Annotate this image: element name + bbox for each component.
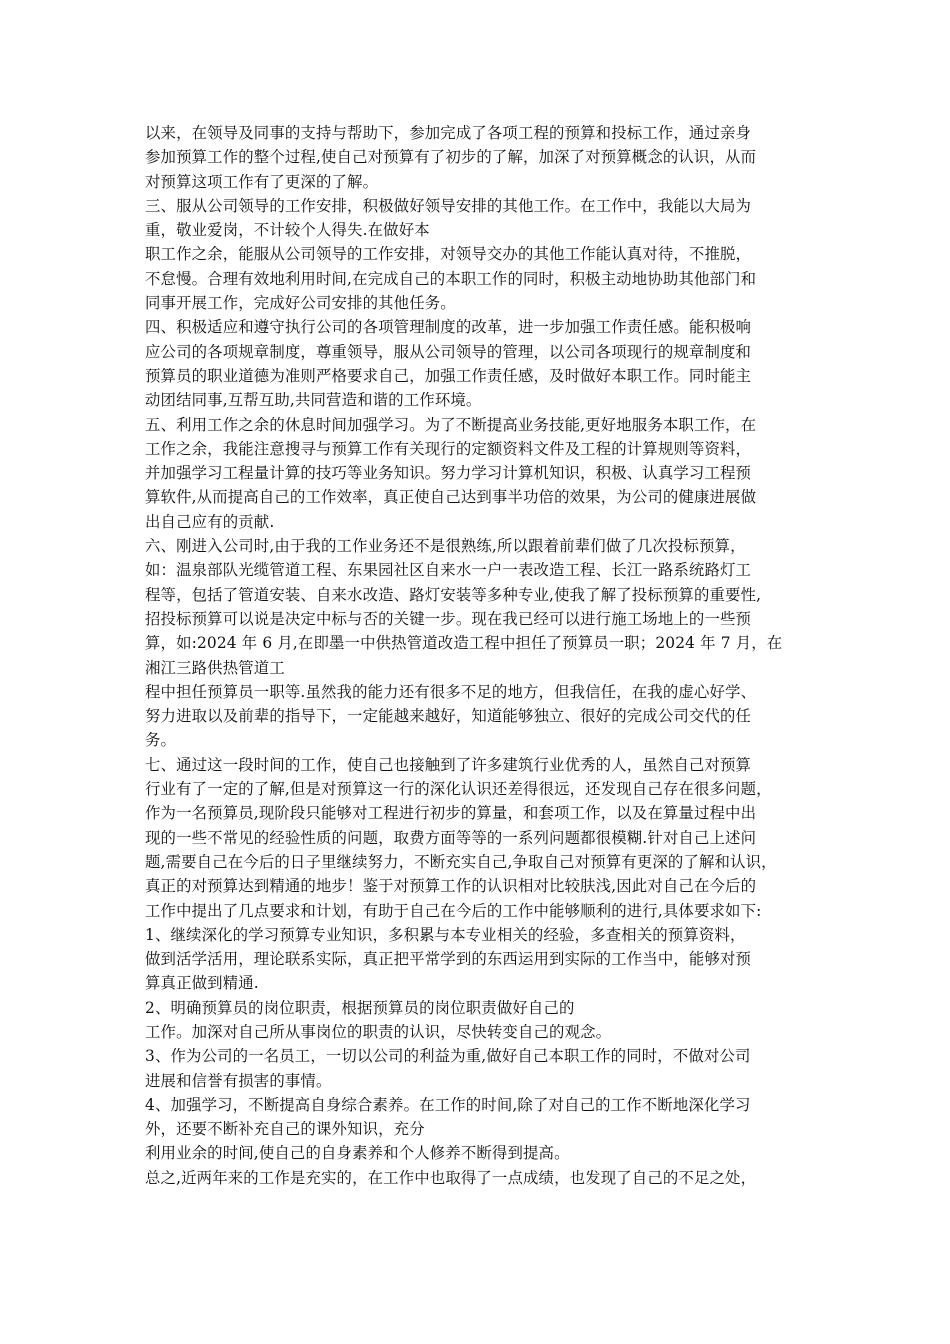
text-line: 外，还要不断补充自己的课外知识，充分 bbox=[145, 1120, 425, 1139]
text-line: 并加强学习工程量计算的技巧等业务知识。努力学习计算机知识，积极、认真学习工程预 bbox=[145, 464, 752, 483]
text-line: 3、作为公司的一名员工，一切以公司的利益为重,做好自己本职工作的同时，不做对公司 bbox=[145, 1047, 751, 1066]
text-line: 对预算这项工作有了更深的了解。 bbox=[145, 172, 379, 191]
text-line: 工作之余，我能注意搜寻与预算工作有关现行的定额资料文件及工程的计算规则等资料， bbox=[145, 439, 752, 458]
text-line: 利用业余的时间,使自己的自身素养和个人修养不断得到提高。 bbox=[145, 1144, 570, 1163]
text-line: 4、加强学习，不断提高自身综合素养。在工作的时间,除了对自己的工作不断地深化学习 bbox=[145, 1095, 751, 1114]
text-line: 作为一名预算员,现阶段只能够对工程进行初步的算量，和套项工作，以及在算量过程中出 bbox=[145, 804, 757, 823]
text-line: 做到活学活用，理论联系实际，真正把平常学到的东西运用到实际的工作当中，能够对预 bbox=[145, 950, 752, 969]
text-line: 工作。加深对自己所从事岗位的职责的认识，尽快转变自己的观念。 bbox=[145, 1022, 612, 1041]
text-line: 五、利用工作之余的休息时间加强学习。为了不断提高业务技能,更好地服务本职工作，在 bbox=[145, 415, 757, 434]
text-line: 应公司的各项规章制度，尊重领导，服从公司领导的管理，以公司各项现行的规章制度和 bbox=[145, 342, 752, 361]
text-line: 1、继续深化的学习预算专业知识，多积累与本专业相关的经验，多查相关的预算资料， bbox=[145, 925, 746, 944]
text-line: 工作中提出了几点要求和计划，有助于自己在今后的工作中能够顺利的进行,具体要求如下: bbox=[145, 901, 762, 920]
text-line: 总之,近两年来的工作是充实的，在工作中也取得了一点成绩，也发现了自己的不足之处， bbox=[145, 1168, 757, 1187]
text-line: 不怠慢。合理有效地利用时间,在完成自己的本职工作的同时，积极主动地协助其他部门和 bbox=[145, 269, 757, 288]
text-line: 出自己应有的贡献. bbox=[145, 512, 275, 531]
text-line: 行业有了一定的了解,但是对预算这一行的深化认识还差得很远，还发现自己存在很多问题， bbox=[145, 780, 772, 799]
text-line: 以来，在领导及同事的支持与帮助下，参加完成了各项工程的预算和投标工作，通过亲身 bbox=[145, 124, 752, 142]
text-line: 务。 bbox=[145, 731, 177, 750]
text-line: 四、积极适应和遵守执行公司的各项管理制度的改革，进一步加强工作责任感。能积极响 bbox=[145, 318, 752, 337]
document-body bbox=[145, 121, 815, 1190]
text-line: 程中担任预算员一职等.虽然我的能力还有很多不足的地方，但我信任，在我的虚心好学、 bbox=[145, 682, 757, 701]
text-line: 动团结同事,互帮互助,共同营造和谐的工作环境。 bbox=[145, 391, 482, 410]
text-line: 参加预算工作的整个过程,使自己对预算有了初步的了解，加深了对预算概念的认识，从而 bbox=[145, 148, 757, 167]
text-line: 同事开展工作，完成好公司安排的其他任务。 bbox=[145, 294, 456, 313]
text-line: 算，如:2024 年 6 月,在即墨一中供热管道改造工程中担任了预算员一职；2024 年 7 月，在 bbox=[145, 634, 783, 653]
text-line: 招投标预算可以说是决定中标与否的关键一步。现在我已经可以进行施工场地上的一些预 bbox=[145, 609, 752, 628]
text-line: 如：温泉部队光缆管道工程、东果园社区自来水一户一表改造工程、长江一路系统路灯工 bbox=[145, 561, 752, 580]
text-line: 进展和信誉有损害的事情。 bbox=[145, 1071, 332, 1090]
text-line: 六、刚进入公司时,由于我的工作业务还不是很熟练,所以跟着前辈们做了几次投标预算， bbox=[145, 537, 746, 556]
text-line: 真正的对预算达到精通的地步！鉴于对预算工作的认识相对比较肤浅,因此对自己在今后的 bbox=[145, 877, 757, 896]
text-line: 七、通过这一段时间的工作，使自己也接触到了许多建筑行业优秀的人，虽然自己对预算 bbox=[145, 755, 752, 774]
text-line: 算软件,从而提高自己的工作效率，真正使自己达到事半功倍的效果，为公司的健康进展做 bbox=[145, 488, 757, 507]
text-line: 现的一些不常见的经验性质的问题，取费方面等等的一系列问题都很模糊.针对自己上述问 bbox=[145, 828, 757, 847]
text-line: 湘江三路供热管道工 bbox=[145, 658, 285, 677]
text-line: 题,需要自己在今后的日子里继续努力，不断充实自己,争取自己对预算有更深的了解和认识， bbox=[145, 852, 777, 871]
text-line: 2、明确预算员的岗位职责，根据预算员的岗位职责做好自己的 bbox=[145, 998, 575, 1017]
text-line: 努力进取以及前辈的指导下，一定能越来越好，知道能够独立、很好的完成公司交代的任 bbox=[145, 707, 752, 726]
text-line: 程等，包括了管道安装、自来水改造、路灯安装等多种专业,使我了解了投标预算的重要性, bbox=[145, 585, 762, 604]
text-line: 重，敬业爱岗，不计较个人得失.在做好本 bbox=[145, 221, 430, 240]
text-line: 算真正做到精通. bbox=[145, 974, 259, 993]
text-line: 三、服从公司领导的工作安排，积极做好领导安排的其他工作。在工作中，我能以大局为 bbox=[145, 196, 752, 215]
text-line: 职工作之余，能服从公司领导的工作安排，对领导交办的其他工作能认真对待，不推脱， bbox=[145, 245, 752, 264]
text-line: 预算员的职业道德为准则严格要求自己，加强工作责任感，及时做好本职工作。同时能主 bbox=[145, 366, 752, 385]
